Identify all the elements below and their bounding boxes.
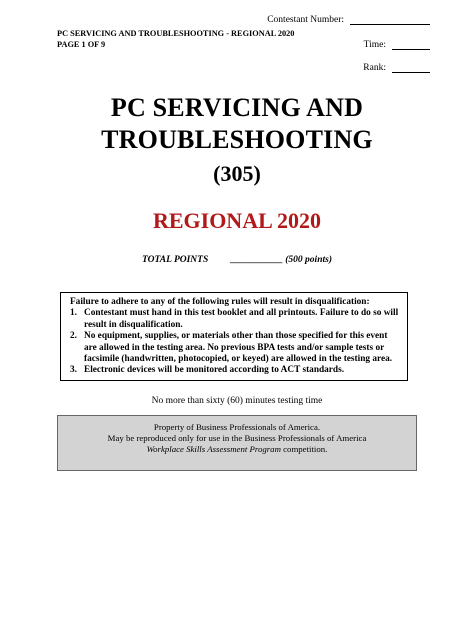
rules-list	[70, 308, 401, 376]
contestant-number-blank[interactable]	[350, 23, 430, 25]
time-limit-note: No more than sixty (60) minutes testing time	[151, 396, 323, 406]
event-title-line-2: TROUBLESHOOTING	[101, 125, 373, 154]
property-notice-box	[57, 415, 417, 471]
wsap-name: Workplace Skills Assessment Program	[146, 444, 281, 454]
document-header	[57, 29, 294, 50]
header-title: PC SERVICING AND TROUBLESHOOTING - REGIONAL 2020	[57, 29, 295, 38]
event-code: (305)	[213, 161, 261, 186]
rank-label: Rank:	[363, 63, 386, 73]
total-points-label: TOTAL POINTS	[142, 255, 209, 265]
rule-text: Electronic devices will be monitored according to ACT standards.	[84, 365, 345, 376]
time-label: Time:	[363, 40, 386, 50]
contestant-number-field	[267, 15, 430, 25]
rank-blank[interactable]	[392, 71, 430, 73]
rule-item	[70, 365, 401, 376]
page-indicator: PAGE 1 OF 9	[57, 39, 106, 49]
property-line-1: Property of Business Professionals of America.	[153, 422, 321, 432]
time-blank[interactable]	[392, 48, 430, 50]
property-line-2: May be reproduced only for use in the Business Professionals of America	[107, 433, 367, 443]
total-points-value: (500 points)	[285, 255, 332, 265]
property-line-3-rest: competition.	[280, 444, 328, 454]
rank-field	[363, 63, 430, 73]
rule-text: Contestant must hand in this test booklet and all printouts. Failure to do so will result in disqualification.	[84, 308, 399, 330]
rule-item	[70, 308, 401, 331]
total-points	[0, 255, 474, 265]
total-points-blank[interactable]: ___________	[230, 255, 283, 265]
rule-number: 2.	[70, 331, 77, 342]
rules-intro: Failure to adhere to any of the following rules will result in disqualification:	[70, 297, 370, 307]
event-title-line-1: PC SERVICING AND	[110, 93, 364, 122]
rule-text: No equipment, supplies, or materials other than those specified for this event are allowed in the testing area. No previous BPA tests and/or sample tests or facsimile (handwritten, photocopied, or keyed) are allowed in the testing area.	[84, 331, 393, 365]
rule-number: 1.	[70, 308, 77, 319]
regional-heading: REGIONAL 2020	[152, 208, 322, 233]
time-field	[364, 40, 430, 50]
rule-number: 3.	[70, 365, 77, 376]
disqualification-rules-box	[60, 292, 408, 381]
event-title	[0, 92, 474, 156]
property-line-3	[58, 444, 416, 455]
contestant-number-label: Contestant Number:	[267, 15, 344, 25]
rule-item	[70, 331, 401, 365]
